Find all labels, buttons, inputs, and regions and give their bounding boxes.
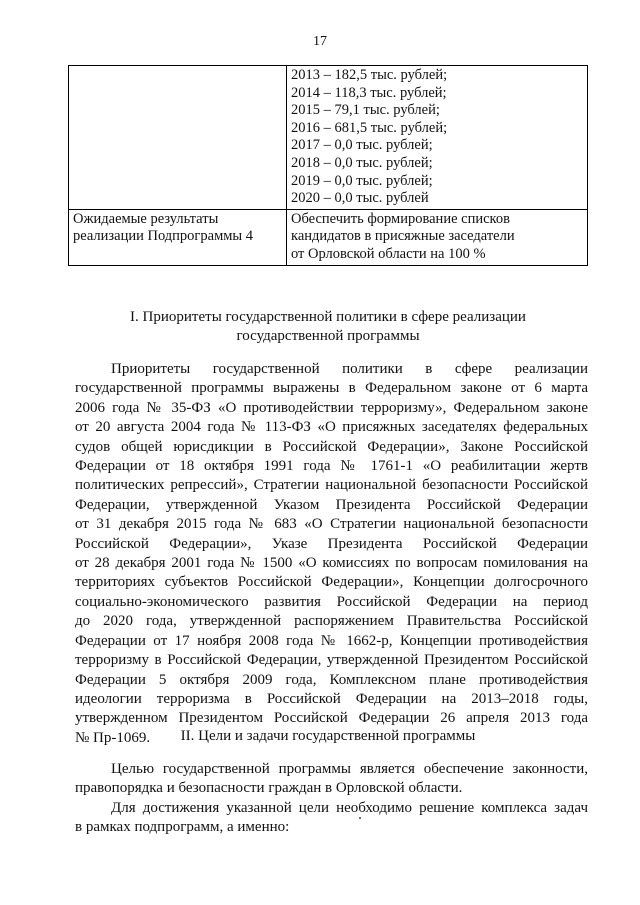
paragraph-line: Целью государственной программы является обеспечение законности, xyxy=(111,761,588,777)
row-value-line: от Орловской области на 100 % xyxy=(291,245,486,262)
funding-line: 2016 – 681,5 тыс. рублей; xyxy=(291,119,448,136)
row-label-line: Ожидаемые результаты xyxy=(73,210,219,227)
funding-line: 2019 – 0,0 тыс. рублей; xyxy=(291,172,433,189)
paragraph-line: Федерации от 18 октября 1991 года № 1761-1 «О реабилитации жертв xyxy=(75,458,588,475)
section-2-heading xyxy=(68,727,588,746)
heading-line: I. Приоритеты государственной политики в сфере реализации xyxy=(130,309,526,325)
section-1-heading xyxy=(68,308,588,346)
paragraph-line: 2006 года № 35-ФЗ «О противодействии терроризму», Федеральном законе xyxy=(75,399,588,416)
paragraph-line: утвержденном Президентом Российской Федерации 26 апреля 2013 года xyxy=(75,710,588,727)
table-row xyxy=(69,66,588,210)
funding-by-year-cell xyxy=(287,66,588,210)
paragraph-line: в рамках подпрограмм, а именно: xyxy=(75,819,290,836)
paragraph-line: политических репрессий», Стратегии национальной безопасности Российской xyxy=(75,477,588,494)
paragraph-line: Для достижения указанной цели необходимо решение комплекса задач xyxy=(111,800,588,816)
paragraph-line: Федерации, утвержденной Указом Президента Российской Федерации xyxy=(75,496,588,513)
heading-line: государственной программы xyxy=(236,328,420,344)
heading-line: II. Цели и задачи государственной программы xyxy=(180,728,476,744)
paragraph-line: терроризму в Российской Федерации, утвержденной Президентом Российской xyxy=(75,652,588,669)
funding-line: 2013 – 182,5 тыс. рублей; xyxy=(291,67,448,83)
paragraph-line: идеологии терроризма в Российской Федерации на 2013–2018 годы, xyxy=(75,690,588,707)
funding-line: 2018 – 0,0 тыс. рублей; xyxy=(291,154,433,171)
scan-speck xyxy=(359,817,361,819)
paragraph-line: от 28 декабря 2001 года № 1500 «О комиссиях по вопросам помилования на xyxy=(75,555,588,572)
page-number: 17 xyxy=(313,34,327,49)
expected-results-label-cell xyxy=(69,209,287,265)
paragraph-line: правопорядка и безопасности граждан в Орловской области. xyxy=(75,780,463,797)
row-label-line: реализации Подпрограммы 4 xyxy=(73,228,254,245)
paragraph-line: до 2020 года, утвержденной распоряжением Правительства Российской xyxy=(75,613,588,630)
paragraph-line: судов общей юрисдикции в Российской Федерации», Законе Российской xyxy=(75,438,588,455)
expected-results-value-cell xyxy=(287,209,588,265)
paragraph-line: государственной программы выражены в Федеральном законе от 6 марта xyxy=(75,380,588,397)
paragraph-line: Федерации от 17 ноября 2008 года № 1662-р, Концепции противодействия xyxy=(75,632,588,649)
section-2-paragraph-goal xyxy=(75,760,588,799)
paragraph-line: Федерации 5 октября 2009 года, Комплексном плане противодействия xyxy=(75,671,588,688)
table-cell-empty xyxy=(69,66,287,210)
funding-line: 2017 – 0,0 тыс. рублей; xyxy=(291,137,433,154)
paragraph-line: Приоритеты государственной политики в сфере реализации xyxy=(111,361,588,377)
paragraph-line: социально-экономического развития Российской Федерации на период xyxy=(75,593,588,610)
funding-line: 2014 – 118,3 тыс. рублей; xyxy=(291,84,447,101)
row-value-line: кандидатов в присяжные заседатели xyxy=(291,228,515,245)
paragraph-line: Российской Федерации», Указе Президента Российской Федерации xyxy=(75,535,588,552)
row-value-line: Обеспечить формирование списков xyxy=(291,210,510,227)
funding-line: 2015 – 79,1 тыс. рублей; xyxy=(291,102,440,119)
section-1-paragraph xyxy=(75,360,588,748)
paragraph-line: территориях субъектов Российской Федерации», Концепции долгосрочного xyxy=(75,574,588,591)
paragraph-line: от 31 декабря 2015 года № 683 «О Стратегии национальной безопасности xyxy=(75,516,588,533)
table-row xyxy=(69,209,588,265)
section-2-paragraph-tasks xyxy=(75,799,588,838)
funding-line: 2020 – 0,0 тыс. рублей xyxy=(291,190,429,207)
subprogram-table xyxy=(68,65,588,266)
paragraph-line: от 20 августа 2004 года № 113-ФЗ «О присяжных заседателях федеральных xyxy=(75,419,588,436)
paragraph-line: № Пр-1069. xyxy=(75,729,151,746)
